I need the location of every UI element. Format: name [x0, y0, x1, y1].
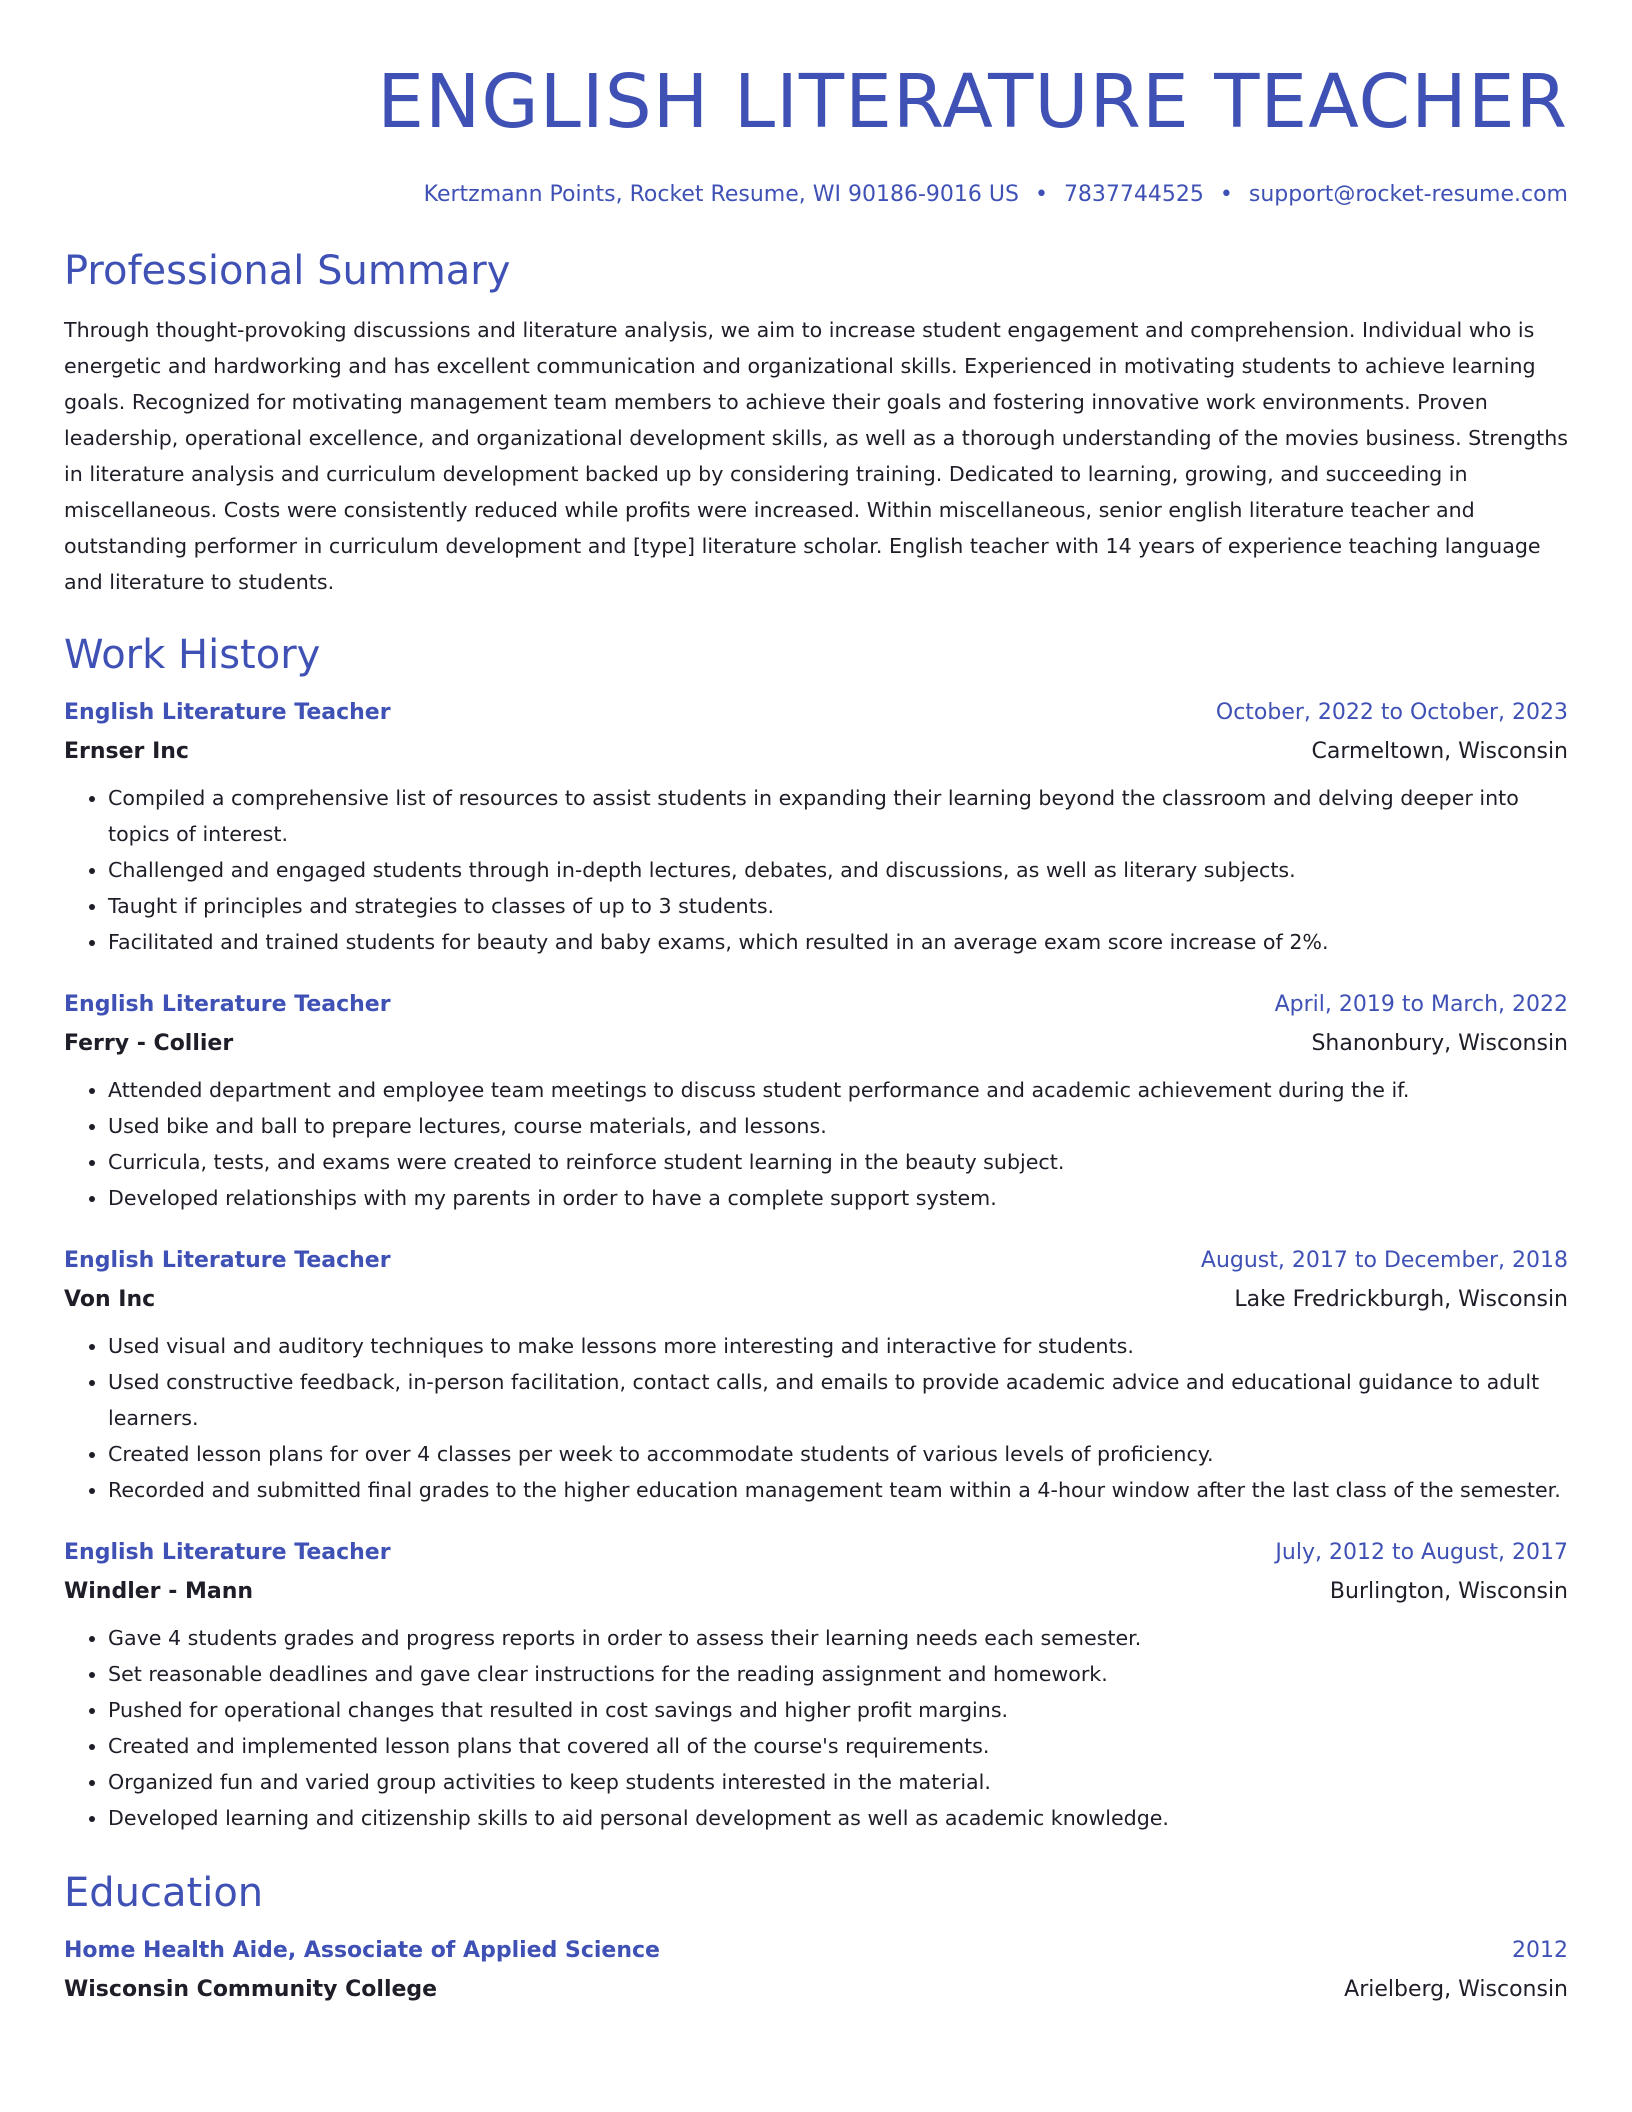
job-location: Lake Fredrickburgh, Wisconsin — [1234, 1287, 1568, 1312]
resume-name: ENGLISH LITERATURE TEACHER — [377, 59, 1568, 145]
job-bullet: • Gave 4 students grades and progress reports in order to assess their learning needs each semester. — [108, 1620, 1568, 1656]
education-year: 2012 — [1512, 1938, 1568, 1963]
job-dates: August, 2017 to December, 2018 — [1200, 1248, 1568, 1273]
contact-line — [64, 180, 1568, 210]
contact-separator: • — [1034, 182, 1048, 207]
job-title: English Literature Teacher — [64, 1540, 391, 1565]
job-bullet: • Developed relationships with my parents in order to have a complete support system. — [108, 1180, 1568, 1216]
job-title: English Literature Teacher — [64, 700, 391, 725]
contact-email[interactable]: support@rocket-resume.com — [1248, 182, 1568, 207]
job-bullet: • Used visual and auditory techniques to make lessons more interesting and interactive for students. — [108, 1328, 1568, 1364]
job-bullet: • Used constructive feedback, in-person facilitation, contact calls, and emails to provide academic advice and educational guidance to adult learners. — [108, 1364, 1568, 1436]
job-location: Shanonbury, Wisconsin — [1311, 1031, 1568, 1056]
job-entry — [64, 1534, 1568, 1836]
job-location: Burlington, Wisconsin — [1329, 1579, 1568, 1604]
contact-phone: 7837744525 — [1063, 182, 1204, 207]
education-degree: Home Health Aide, Associate of Applied Science — [64, 1938, 660, 1963]
job-bullet: • Challenged and engaged students through in-depth lectures, debates, and discussions, as well as literary subjects. — [108, 852, 1568, 888]
job-bullet: • Taught if principles and strategies to classes of up to 3 students. — [108, 888, 1568, 924]
job-bullet: • Created lesson plans for over 4 classes per week to accommodate students of various levels of proficiency. — [108, 1436, 1568, 1472]
job-bullet: • Facilitated and trained students for beauty and baby exams, which resulted in an average exam score increase of 2%. — [108, 924, 1568, 960]
job-bullets — [64, 1328, 1568, 1508]
job-bullet: • Created and implemented lesson plans that covered all of the course's requirements. — [108, 1728, 1568, 1764]
job-bullets — [64, 1620, 1568, 1836]
section-title-summary: Professional Summary — [64, 248, 511, 294]
job-entry — [64, 986, 1568, 1216]
resume-header — [64, 0, 1568, 210]
job-bullet: • Compiled a comprehensive list of resources to assist students in expanding their learning beyond the classroom and delving deeper into topics of interest. — [108, 780, 1568, 852]
job-entry — [64, 1242, 1568, 1508]
job-bullets — [64, 780, 1568, 960]
job-location: Carmeltown, Wisconsin — [1311, 739, 1568, 764]
job-title: English Literature Teacher — [64, 992, 391, 1017]
section-title-work-history: Work History — [64, 632, 321, 678]
education-entry — [64, 1932, 1568, 2010]
job-bullet: • Attended department and employee team meetings to discuss student performance and academic achievement during the if. — [108, 1072, 1568, 1108]
job-bullet: • Set reasonable deadlines and gave clear instructions for the reading assignment and homework. — [108, 1656, 1568, 1692]
job-bullet: • Recorded and submitted final grades to the higher education management team within a 4-hour window after the last class of the semester. — [108, 1472, 1568, 1508]
job-title: English Literature Teacher — [64, 1248, 391, 1273]
job-dates: October, 2022 to October, 2023 — [1215, 700, 1568, 725]
job-entry — [64, 694, 1568, 960]
job-company: Ferry - Collier — [64, 1031, 234, 1056]
contact-address: Kertzmann Points, Rocket Resume, WI 90186-9016 US — [423, 182, 1019, 207]
job-company: Ernser Inc — [64, 739, 189, 764]
contact-separator: • — [1219, 182, 1233, 207]
job-dates: April, 2019 to March, 2022 — [1274, 992, 1568, 1017]
job-dates: July, 2012 to August, 2017 — [1275, 1540, 1568, 1565]
job-company: Von Inc — [64, 1287, 156, 1312]
summary-text: Through thought-provoking discussions and literature analysis, we aim to increase student engagement and comprehension. Individual who is energetic and hardworking and has excellent communication and organizational skills. Experienced in motivating students to achieve learning goals. Recognized for motivating management team members to achieve their goals and fostering innovative work environments. Proven leadership, operational excellence, and organizational development skills, as well as a thorough understanding of the movies business. Strengths in literature analysis and curriculum development backed up by considering training. Dedicated to learning, growing, and succeeding in miscellaneous. Costs were consistently reduced while profits were increased. Within miscellaneous, senior english literature teacher and outstanding performer in curriculum development and [type] literature scholar. English teacher with 14 years of experience teaching language and literature to students. — [64, 318, 1568, 594]
job-bullet: • Developed learning and citizenship skills to aid personal development as well as academic knowledge. — [108, 1800, 1568, 1836]
education-location: Arielberg, Wisconsin — [1344, 1977, 1568, 2002]
job-bullet: • Curricula, tests, and exams were created to reinforce student learning in the beauty subject. — [108, 1144, 1568, 1180]
education-school: Wisconsin Community College — [64, 1977, 438, 2002]
job-bullet: • Used bike and ball to prepare lectures, course materials, and lessons. — [108, 1108, 1568, 1144]
job-bullets — [64, 1072, 1568, 1216]
section-title-education: Education — [64, 1870, 264, 1916]
job-company: Windler - Mann — [64, 1579, 254, 1604]
job-bullet: • Organized fun and varied group activities to keep students interested in the material. — [108, 1764, 1568, 1800]
job-bullet: • Pushed for operational changes that resulted in cost savings and higher profit margins. — [108, 1692, 1568, 1728]
